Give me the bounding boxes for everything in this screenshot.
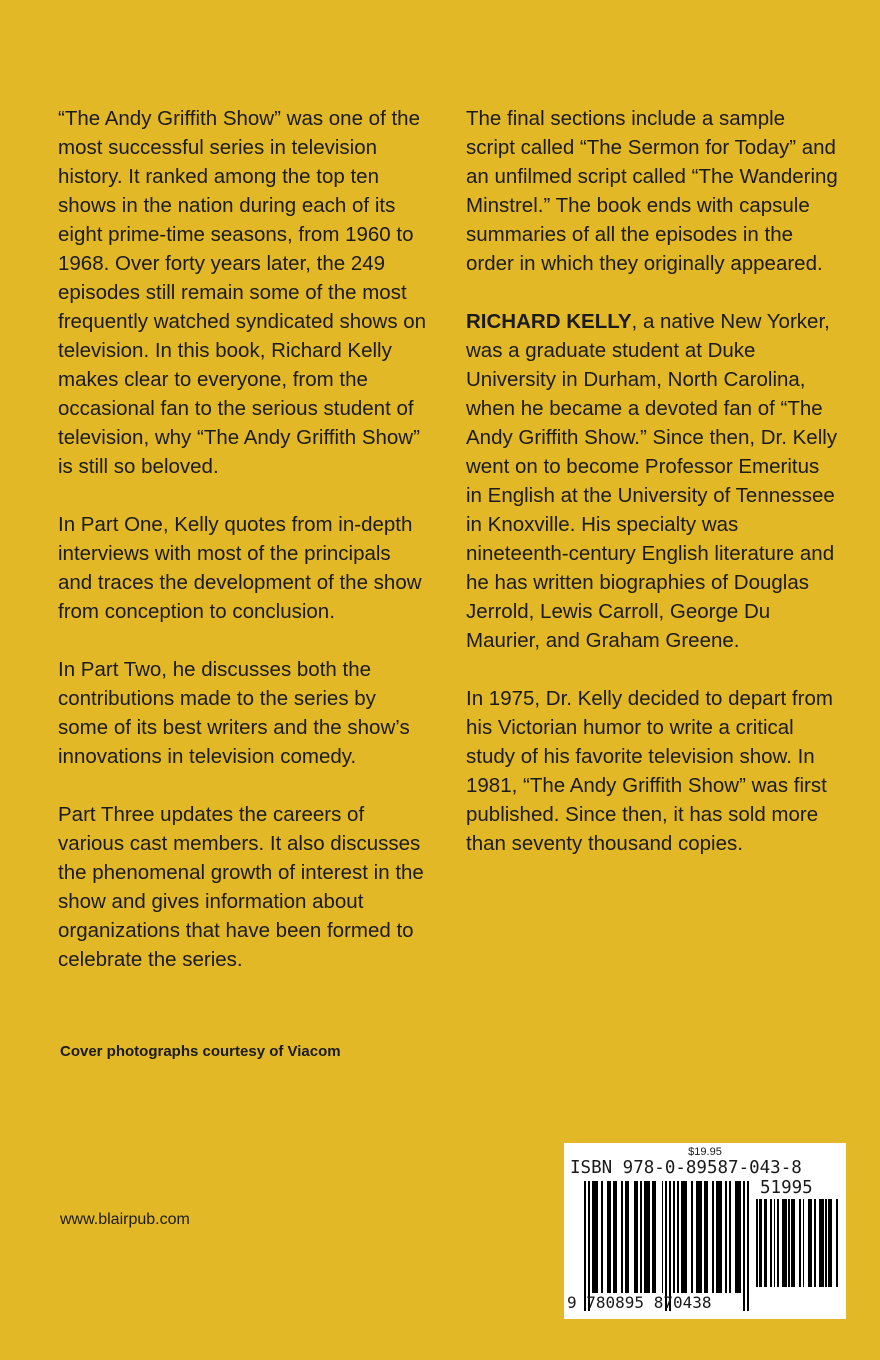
barcode-bar xyxy=(747,1181,749,1311)
isbn-text: ISBN 978-0-89587-043-8 xyxy=(570,1158,802,1178)
ean-number: 9 780895 870438 xyxy=(567,1293,712,1312)
addon-bar xyxy=(838,1199,840,1287)
intro-paragraph: “The Andy Griffith Show” was one of the most successful series in television history. It ranked among the top ten shows in the nation during each of its eight prime-time seasons, from 1960 to 1968. Over forty years later, the 249 episodes still remain some of the most frequently watched syndicated shows on television. In this book, Richard Kelly makes clear to everyone, from the occasional fan to the serious student of television, why “The Andy Griffith Show” is still so beloved. xyxy=(58,107,427,478)
barcode-addon-number: 51995 xyxy=(760,1178,813,1198)
author-bio-text: , a native New Yorker, was a graduate student at Duke University in Durham, North Carolina, when he became a devoted fan of “The Andy Griffith Show.” Since then, Dr. Kelly went on to become Professor Emeritus in English at the University of Tennessee in Knoxville. His specialty was nineteenth-century English literature and he has written biographies of Douglas Jerrold, Lewis Carroll, George Du Maurier, and Graham Greene. xyxy=(466,310,838,652)
photo-credit: Cover photographs courtesy of Viacom xyxy=(60,1043,341,1060)
part-two-paragraph: In Part Two, he discusses both the contributions made to the series by some of its best writers and the show’s innovations in television comedy. xyxy=(58,658,410,768)
addon-barcode-bars xyxy=(756,1199,840,1287)
price-label: $19.95 xyxy=(688,1146,722,1158)
author-name: RICHARD KELLY xyxy=(466,310,632,333)
isbn-barcode xyxy=(564,1143,846,1319)
author-bio-paragraph xyxy=(466,307,838,655)
part-one-paragraph: In Part One, Kelly quotes from in-depth interviews with most of the principals and traces the development of the show from conception to conclusion. xyxy=(58,513,422,623)
final-sections-paragraph: The final sections include a sample script called “The Sermon for Today” and an unfilmed script called “The Wandering Minstrel.” The book ends with capsule summaries of all the episodes in the order in which they originally appeared. xyxy=(466,107,838,275)
left-column xyxy=(58,104,430,1003)
right-column xyxy=(466,104,838,887)
ean-barcode-bars xyxy=(584,1181,750,1311)
publication-history-paragraph: In 1975, Dr. Kelly decided to depart from his Victorian humor to write a critical study of his favorite television show. In 1981, “The Andy Griffith Show” was first published. Since then, it has sold more than seventy thousand copies. xyxy=(466,687,833,855)
publisher-website: www.blairpub.com xyxy=(60,1211,190,1228)
part-three-paragraph: Part Three updates the careers of various cast members. It also discusses the phenomenal growth of interest in the show and gives information about organizations that have been formed to celebrate the series. xyxy=(58,803,424,971)
